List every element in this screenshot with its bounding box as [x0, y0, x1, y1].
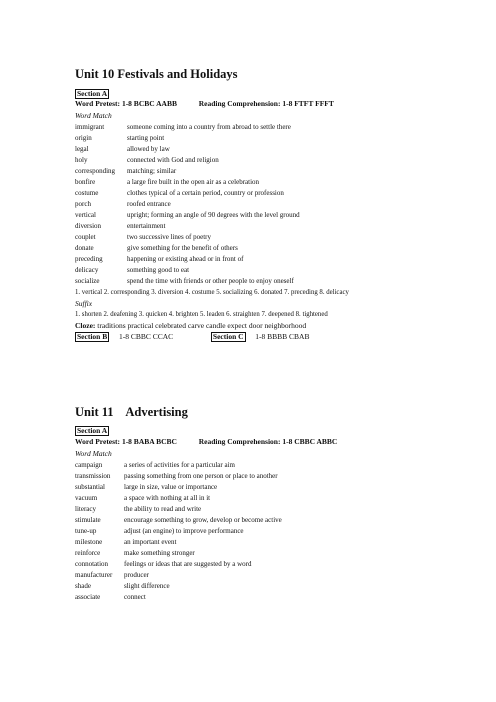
word-term: connotation	[75, 560, 109, 568]
unit10-cloze-label: Cloze:	[75, 321, 96, 330]
unit11-answers-row	[75, 437, 337, 446]
word-term: legal	[75, 145, 89, 153]
unit10-title: Unit 10 Festivals and Holidays	[75, 67, 238, 81]
word-term: bonfire	[75, 178, 96, 186]
word-definition: allowed by law	[127, 145, 170, 153]
unit11-title: Unit 11 Advertising	[75, 405, 188, 419]
word-definition: happening or existing ahead or in front of	[127, 255, 244, 263]
word-definition: entertainment	[127, 222, 166, 230]
unit10-sections-bc-row	[75, 332, 309, 342]
word-definition: upright; forming an angle of 90 degrees with the level ground	[127, 211, 300, 219]
unit11-pretest-label: Word Pretest:	[75, 437, 121, 446]
word-term: immigrant	[75, 123, 105, 131]
word-definition: a space with nothing at all in it	[124, 494, 211, 502]
word-definition: producer	[124, 571, 149, 579]
word-term: milestone	[75, 538, 103, 546]
word-definition: slight difference	[124, 582, 170, 590]
word-term: origin	[75, 134, 92, 142]
word-definition: a series of activities for a particular aim	[124, 461, 235, 469]
word-term: associate	[75, 593, 101, 601]
word-term: manufacturer	[75, 571, 113, 579]
word-definition: connected with God and religion	[127, 156, 219, 164]
word-definition: the ability to read and write	[124, 505, 202, 513]
unit10-pretest-label: Word Pretest:	[75, 99, 121, 108]
word-definition: make something stronger	[124, 549, 195, 557]
word-term: corresponding	[75, 167, 116, 175]
word-definition: something good to eat	[127, 266, 190, 274]
unit10-section-b-label: Section B	[77, 332, 108, 341]
word-term: substantial	[75, 483, 105, 491]
unit10-cloze-words: traditions practical celebrated carve candle expect door neighborhood	[97, 321, 307, 330]
unit10-pretest-value: 1-8 BCBC AABB	[121, 99, 177, 108]
unit11-reading-value: 1-8 CBBC ABBC	[282, 437, 338, 446]
unit10-reading-label: Reading Comprehension:	[198, 99, 281, 108]
unit10-suffix-heading: Suffix	[75, 299, 93, 308]
word-definition: feelings or ideas that are suggested by a word	[124, 560, 252, 568]
word-definition: give something for the benefit of others	[127, 244, 238, 252]
unit10-word-match-answers: 1. vertical 2. corresponding 3. diversion 4. costume 5. socializing 6. donated 7. preceding 8. delicacy	[75, 289, 349, 296]
word-term: tune-up	[75, 527, 97, 535]
word-term: porch	[75, 200, 91, 208]
word-term: couplet	[75, 233, 96, 241]
word-definition: starting point	[127, 134, 165, 142]
word-definition: spend the time with friends or other people to enjoy oneself	[127, 277, 294, 285]
word-term: vacuum	[75, 494, 98, 502]
word-definition: adjust (an engine) to improve performance	[124, 527, 244, 535]
word-term: literacy	[75, 505, 96, 513]
unit10-word-match-heading: Word Match	[75, 111, 112, 120]
unit11-pretest-value: 1-8 BABA BCBC	[121, 437, 177, 446]
word-term: vertical	[75, 211, 96, 219]
word-term: delicacy	[75, 266, 99, 274]
word-definition: roofed entrance	[127, 200, 171, 208]
unit10-reading-value: 1-8 FTFT FFFT	[282, 99, 334, 108]
unit10-section-a-label: Section A	[77, 89, 108, 98]
word-term: preceding	[75, 255, 103, 263]
word-term: transmission	[75, 472, 111, 480]
word-term: socialize	[75, 277, 100, 285]
word-definition: two successive lines of poetry	[127, 233, 211, 241]
word-definition: passing something from one person or place to another	[124, 472, 278, 480]
word-definition: large in size, value or importance	[124, 483, 218, 491]
unit10-section-c-label: Section C	[212, 332, 244, 341]
word-term: campaign	[75, 461, 103, 469]
unit10-section-b-value: 1-8 CBBC CCAC	[118, 332, 174, 341]
unit10-answers-row	[75, 99, 334, 108]
unit10-suffix-answers: 1. shorten 2. deafening 3. quicken 4. brighten 5. leaden 6. straighten 7. deepened 8. tightened	[75, 311, 328, 318]
word-definition: a large fire built in the open air as a celebration	[127, 178, 260, 186]
word-term: costume	[75, 189, 99, 197]
word-definition: matching; similar	[127, 167, 177, 175]
word-term: diversion	[75, 222, 102, 230]
word-definition: connect	[124, 593, 146, 601]
word-term: shade	[75, 582, 91, 590]
word-definition: someone coming into a country from abroad to settle there	[127, 123, 291, 131]
word-term: stimulate	[75, 516, 101, 524]
unit11-word-match-heading: Word Match	[75, 449, 112, 458]
unit11-section-a-label: Section A	[77, 426, 108, 435]
unit10-section-c-value: 1-8 BBBB CBAB	[255, 332, 310, 341]
word-definition: encourage something to grow, develop or become active	[124, 516, 282, 524]
word-definition: an important event	[124, 538, 177, 546]
word-term: donate	[75, 244, 94, 252]
unit11-reading-label: Reading Comprehension:	[198, 437, 281, 446]
word-term: holy	[75, 156, 88, 164]
word-term: reinforce	[75, 549, 101, 557]
word-definition: clothes typical of a certain period, country or profession	[127, 189, 284, 197]
unit10-cloze-row	[75, 321, 306, 330]
